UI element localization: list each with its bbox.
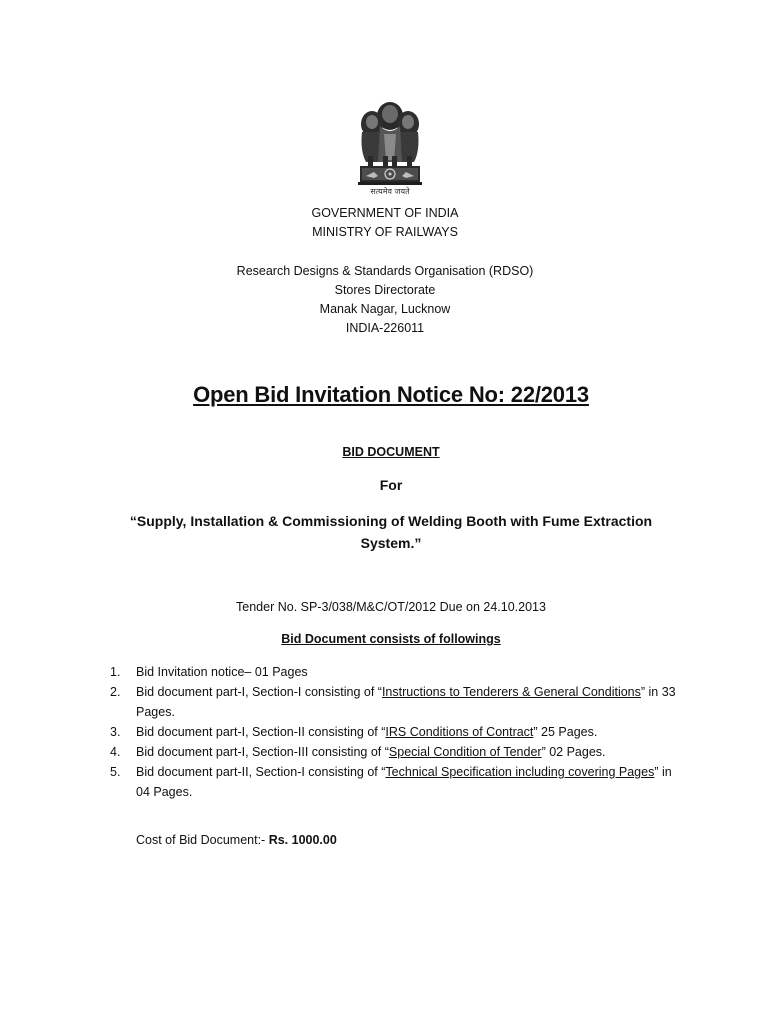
cost-label: Cost of Bid Document:- (136, 833, 269, 847)
list-item-underlined-title: IRS Conditions of Contract (385, 725, 534, 739)
organisation-address (0, 262, 770, 338)
list-item-text-pre: Bid document part-I, Section-III consisting of “ (136, 745, 389, 759)
government-line: GOVERNMENT OF INDIA (311, 206, 459, 220)
list-item (110, 762, 680, 802)
list-item-underlined-title: Special Condition of Tender (388, 745, 542, 759)
list-item-text-pre: Bid document part-I, Section-II consisting of “ (136, 725, 386, 739)
list-item-text-post: ” 02 Pages. (541, 745, 606, 759)
list-item-text (136, 682, 680, 722)
subject-text (0, 510, 770, 554)
list-item-text-pre: Bid document part-I, Section-I consisting of “ (136, 685, 382, 699)
list-item-text (136, 662, 680, 682)
list-item-text-post: ” 25 Pages. (533, 725, 598, 739)
list-item-number: 2. (110, 685, 121, 699)
list-item-text-post: ” in 04 Pages. (136, 765, 672, 799)
list-item-text (136, 762, 680, 802)
subject-line-2: System.” (360, 535, 422, 551)
list-item (110, 722, 680, 742)
ministry-line: MINISTRY OF RAILWAYS (312, 225, 458, 239)
list-item (110, 662, 680, 682)
consists-heading: Bid Document consists of followings (281, 632, 501, 646)
cost-value: Rs. 1000.00 (268, 833, 337, 847)
notice-title: Open Bid Invitation Notice No: 22/2013 (193, 382, 589, 407)
list-item-text (136, 742, 680, 762)
directorate-name: Stores Directorate (334, 283, 436, 297)
list-item-number: 1. (110, 665, 121, 679)
list-item-text-post: ” in 33 Pages. (136, 685, 676, 719)
list-item (110, 742, 680, 762)
list-item-number: 3. (110, 725, 121, 739)
subject-line-1: “Supply, Installation & Commissioning of Welding Booth with Fume Extraction (129, 513, 653, 529)
list-item-text (136, 722, 680, 742)
bid-document-label: BID DOCUMENT (342, 445, 440, 459)
cost-line (136, 833, 337, 847)
list-item-text-pre: Bid Invitation notice– 01 Pages (136, 665, 308, 679)
postal-code-line: INDIA-226011 (345, 321, 425, 335)
organisation-name: Research Designs & Standards Organisation (RDSO) (236, 264, 534, 278)
government-header (0, 204, 770, 242)
emblem-motto: सत्यमेव जयते (370, 187, 410, 196)
tender-number-line: Tender No. SP-3/038/M&C/OT/2012 Due on 24.10.2013 (236, 600, 546, 614)
list-item-number: 4. (110, 745, 121, 759)
list-item-underlined-title: Technical Specification including covering Pages (385, 765, 655, 779)
list-item (110, 682, 680, 722)
list-item-number: 5. (110, 765, 121, 779)
document-contents-list (110, 662, 680, 802)
list-item-underlined-title: Instructions to Tenderers & General Conditions (381, 685, 641, 699)
for-label: For (379, 477, 403, 493)
address-line: Manak Nagar, Lucknow (319, 302, 451, 316)
list-item-text-pre: Bid document part-II, Section-I consisting of “ (136, 765, 386, 779)
